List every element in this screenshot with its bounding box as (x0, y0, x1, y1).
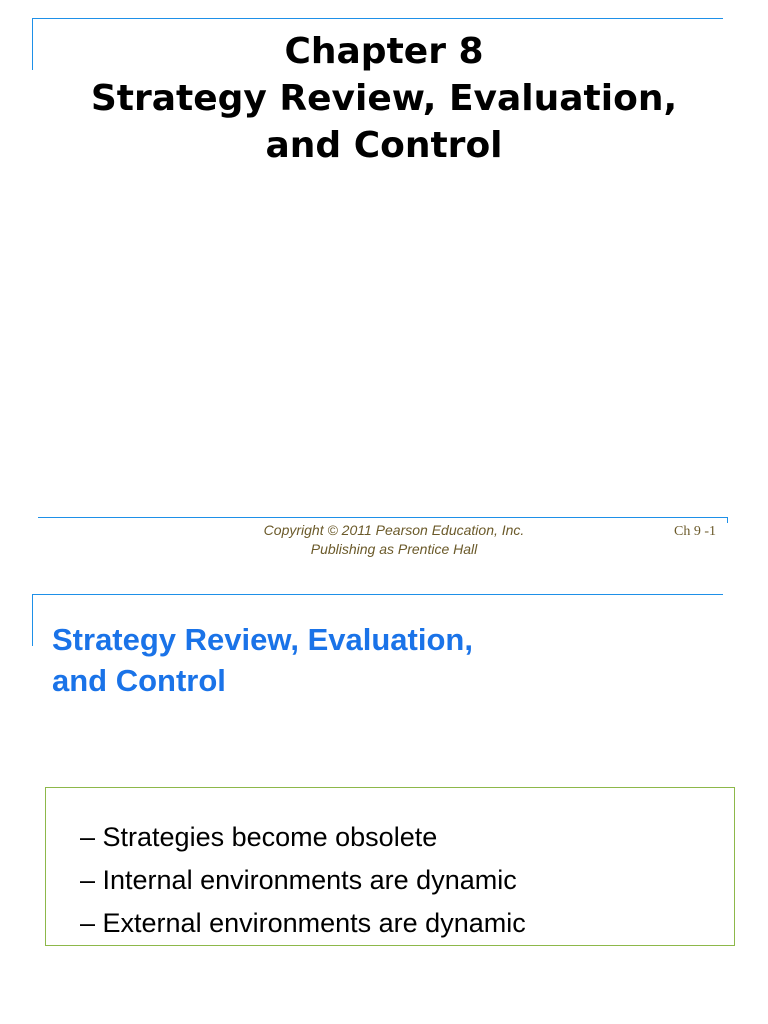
bullet-item: – Internal environments are dynamic (80, 865, 517, 895)
page-number: Ch 9 -1 (674, 524, 716, 539)
title-line-1: Chapter 8 (284, 31, 484, 72)
slide-2 (0, 580, 768, 1024)
title-line-2: and Control (52, 663, 226, 698)
bullet-box (45, 787, 735, 946)
footer-tick (727, 517, 728, 523)
footer-rule (38, 517, 728, 518)
copyright-notice (234, 521, 554, 559)
title-line-2: Strategy Review, Evaluation, (90, 78, 678, 119)
corner-tick (32, 594, 33, 646)
slide-title (0, 28, 768, 169)
top-rule (32, 18, 723, 19)
title-line-1: Strategy Review, Evaluation, (52, 622, 473, 657)
title-line-3: and Control (265, 125, 503, 166)
bullet-item: – External environments are dynamic (80, 908, 526, 938)
bullet-list (80, 816, 526, 945)
slide-title (52, 619, 652, 701)
copyright-line-1: Copyright © 2011 Pearson Education, Inc. (263, 522, 525, 538)
top-rule (32, 594, 723, 595)
copyright-line-2: Publishing as Prentice Hall (310, 541, 478, 557)
bullet-item: – Strategies become obsolete (80, 822, 438, 852)
